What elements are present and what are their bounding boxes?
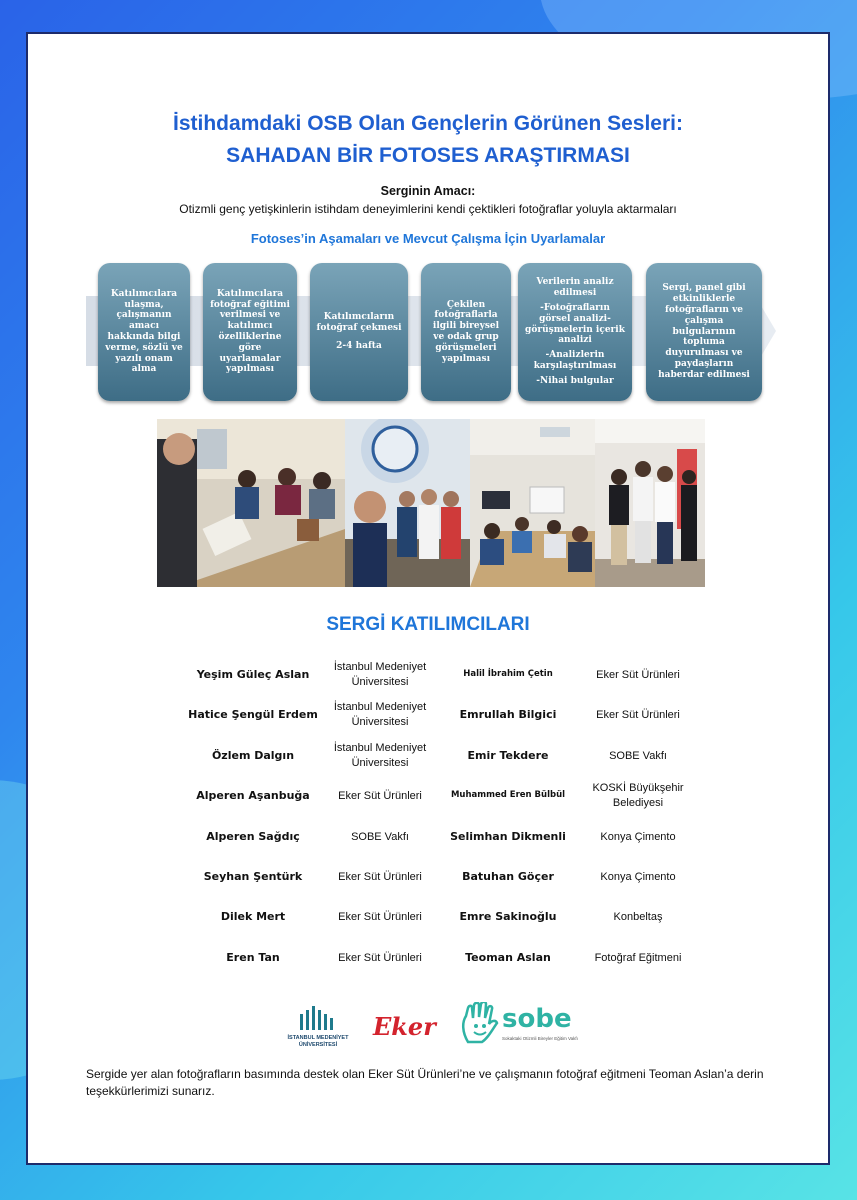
- sobe-tagline: Sokaktaki Otizmli Bireyler Eğitim Vakfı: [502, 1036, 578, 1041]
- participant-name: Emir Tekdere: [467, 748, 549, 762]
- participant-name: Hatice Şengül Erdem: [188, 707, 318, 721]
- eker-logo: Eker: [373, 1012, 436, 1041]
- sobe-hand-icon: [460, 1002, 500, 1044]
- participant-name: Teoman Aslan: [465, 950, 551, 964]
- stage-4: [421, 263, 511, 401]
- stage-4-text: Çekilen fotoğraflarla ilgili bireysel ve odak grup görüşmeleri yapılması: [432, 299, 500, 364]
- photo-workshop-1: [157, 419, 345, 587]
- stage-1: [98, 263, 190, 401]
- participant-org: Eker Süt Ürünleri: [338, 870, 422, 883]
- photo-group-selfie: [345, 419, 470, 587]
- poster: [26, 32, 830, 1165]
- participant-org: Eker Süt Ürünleri: [338, 951, 422, 964]
- participant-org: Eker Süt Ürünleri: [338, 789, 422, 802]
- stage-5-item-2: -Analizlerin karşılaştırılması: [533, 350, 617, 371]
- imu-name-line-2: ÜNİVERSİTESİ: [298, 1041, 338, 1048]
- participant-name: Alperen Aşanbuğa: [196, 788, 310, 802]
- stage-2-text: Katılımcılara fotoğraf eğitimi verilmesi ve katılımcı özelliklerine göre uyarlamalar yapılması: [210, 288, 290, 375]
- participant-row: [28, 695, 828, 735]
- stages-title: Fotoses’in Aşamaları ve Mevcut Çalışma İçin Uyarlamalar: [250, 231, 606, 246]
- participant-name: Emrullah Bilgici: [459, 707, 557, 721]
- title-line-2: SAHADAN BİR FOTOSES ARAŞTIRMASI: [226, 144, 630, 167]
- participant-name: Alperen Sağdıç: [206, 829, 300, 843]
- photo-focus-group: [470, 419, 595, 587]
- participant-row: [28, 736, 828, 776]
- photo-standing-group: [595, 419, 705, 587]
- stage-5: [518, 263, 632, 401]
- participants-title: SERGİ KATILIMCILARI: [326, 614, 530, 635]
- participant-org: KOSKİ Büyükşehir Belediyesi: [592, 782, 684, 809]
- participant-org: Eker Süt Ürünleri: [338, 910, 422, 923]
- aim-text: Otizmli genç yetişkinlerin istihdam deneyimlerini kendi çektikleri fotoğraflar yoluyla aktarmaları: [179, 202, 677, 216]
- participant-row: [28, 776, 828, 816]
- participant-row: [28, 857, 828, 897]
- participant-row: [28, 938, 828, 978]
- participant-org: Konya Çimento: [600, 870, 676, 883]
- participant-org: Konbeltaş: [613, 910, 663, 923]
- participant-name: Emre Sakinoğlu: [459, 909, 557, 923]
- participant-org: SOBE Vakfı: [351, 830, 409, 843]
- participant-name: Özlem Dalgın: [211, 748, 295, 762]
- participant-name: Eren Tan: [226, 950, 280, 964]
- logo-row: [28, 1002, 828, 1052]
- participant-name: Batuhan Göçer: [462, 869, 554, 883]
- participant-org: İstanbul Medeniyet Üniversitesi: [333, 701, 427, 728]
- participant-name: Selimhan Dikmenli: [450, 829, 566, 843]
- stage-5-item-1: -Fotoğrafların görsel analizi-görüşmelerin içerik analizi: [525, 303, 625, 346]
- participant-row: [28, 655, 828, 695]
- imu-name-line-1: İSTANBUL MEDENİYET: [287, 1035, 349, 1041]
- stage-5-item-3: -Nihai bulgular: [536, 375, 614, 386]
- stage-5-text: Verilerin analiz edilmesi: [536, 277, 614, 299]
- participant-name: Halil İbrahim Çetin: [463, 669, 553, 680]
- stage-3: [310, 263, 408, 401]
- stage-6: [646, 263, 762, 401]
- participant-name: Muhammed Eren Bülbül: [450, 790, 566, 801]
- participant-row: [28, 817, 828, 857]
- imu-logo: [283, 1006, 353, 1048]
- aim-label: Serginin Amacı:: [380, 184, 476, 198]
- stage-3-duration: 2-4 hafta: [336, 341, 382, 352]
- participant-name: Dilek Mert: [220, 909, 286, 923]
- participant-org: İstanbul Medeniyet Üniversitesi: [333, 661, 427, 688]
- participant-name: Seyhan Şentürk: [203, 869, 303, 883]
- stage-1-text: Katılımcılara ulaşma, çalışmanın amacı hakkında bilgi verme, sözlü ve yazılı onam alma: [105, 288, 183, 375]
- title-line-1: İstihdamdaki OSB Olan Gençlerin Görünen Sesleri:: [173, 112, 683, 135]
- sobe-wordmark: sobe: [502, 1004, 572, 1034]
- participant-name: Yeşim Güleç Aslan: [196, 667, 310, 681]
- stage-6-text: Sergi, panel gibi etkinliklerle fotoğrafların ve çalışma bulgularının topluma duyurulması ve paydaşların haberdar edilmesi: [658, 283, 750, 380]
- stage-3-text: Katılımcıların fotoğraf çekmesi: [316, 311, 402, 333]
- participant-org: Eker Süt Ürünleri: [596, 668, 680, 681]
- participant-org: SOBE Vakfı: [609, 749, 667, 762]
- participant-row: [28, 897, 828, 937]
- sobe-logo: [460, 1002, 578, 1048]
- participant-org: Eker Süt Ürünleri: [596, 708, 680, 721]
- imu-columns-icon: [298, 1006, 338, 1030]
- participant-org: İstanbul Medeniyet Üniversitesi: [333, 742, 427, 769]
- participant-org: Konya Çimento: [600, 830, 676, 843]
- participant-org: Fotoğraf Eğitmeni: [594, 951, 682, 964]
- stage-2: [203, 263, 297, 401]
- acknowledgement-text: Sergide yer alan fotoğrafların basımında destek olan Eker Süt Ürünleri’ne ve çalışmanın fotoğraf eğitmeni Teoman Aslan’a derin teşekkürlerimizi sunarız.: [86, 1067, 764, 1099]
